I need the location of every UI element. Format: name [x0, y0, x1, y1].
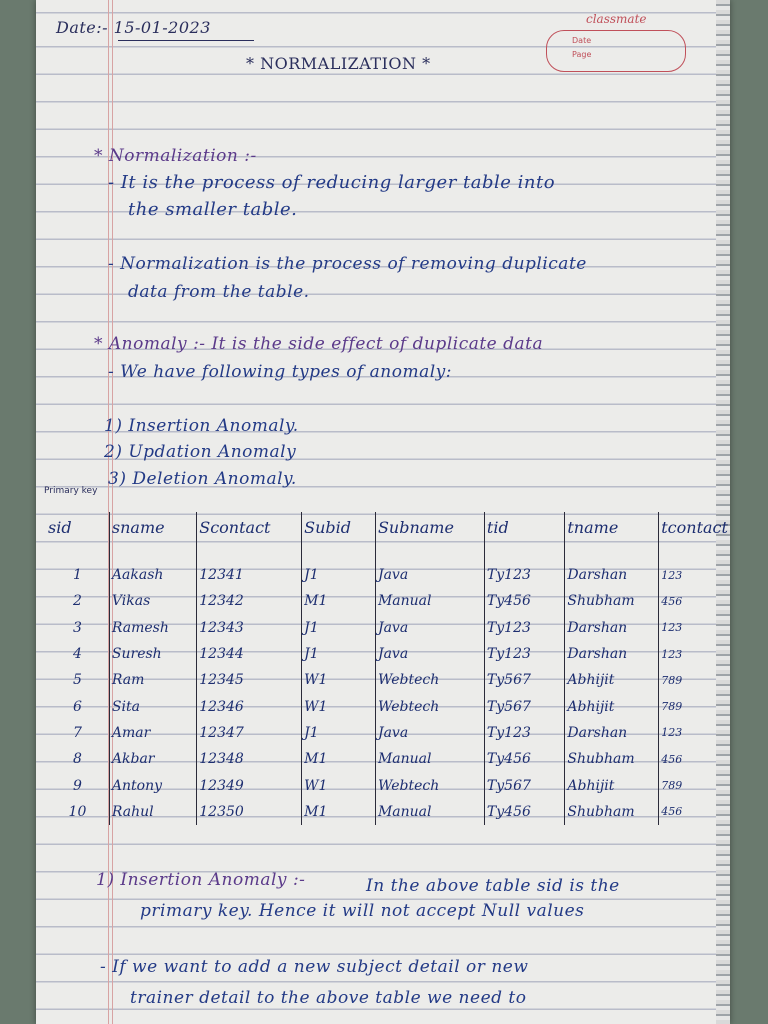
table-cell: Amar	[109, 720, 196, 746]
table-cell: Java	[375, 615, 484, 641]
table-cell: Ty456	[484, 799, 564, 825]
insertion-anomaly-heading: 1) Insertion Anomaly :-	[96, 870, 306, 890]
data-table	[46, 512, 730, 825]
brand-date-label: Date	[572, 36, 592, 45]
table-cell: Akbar	[109, 746, 196, 772]
date-text: Date:- 15-01-2023	[56, 18, 211, 37]
table-cell: Shubham	[565, 746, 659, 772]
table-cell: J1	[302, 562, 376, 588]
table-cell: 2	[72, 593, 82, 610]
definition-line: - Normalization is the process of removing duplicate	[108, 254, 587, 274]
table-cell: 789	[659, 667, 730, 693]
definition-line: data from the table.	[128, 282, 310, 302]
table-cell: Ty123	[484, 615, 564, 641]
table-cell: Manual	[375, 588, 484, 614]
table-cell: 4	[72, 646, 82, 663]
table-cell: Manual	[375, 746, 484, 772]
table-cell: 12346	[197, 693, 302, 719]
table-cell: Ty456	[484, 588, 564, 614]
table-cell: Java	[375, 720, 484, 746]
table-cell: 123	[659, 615, 730, 641]
table-cell: Abhijit	[565, 772, 659, 798]
table-spacer	[46, 542, 730, 562]
notebook-page	[36, 0, 730, 1024]
definition-line: - It is the process of reducing larger table into	[108, 172, 556, 193]
table-cell: Darshan	[565, 641, 659, 667]
table-cell: 12343	[197, 615, 302, 641]
anomaly-intro: - We have following types of anomaly:	[108, 362, 452, 382]
table-cell: J1	[302, 720, 376, 746]
table-cell: 12349	[197, 772, 302, 798]
table-cell: 12344	[197, 641, 302, 667]
table-cell: Darshan	[565, 720, 659, 746]
page-title: * NORMALIZATION *	[246, 54, 431, 73]
table-cell: 10	[68, 803, 87, 820]
table-cell: 123	[659, 562, 730, 588]
table-cell: 456	[659, 746, 730, 772]
insertion-text: In the above table sid is the	[366, 876, 620, 896]
table-row	[46, 720, 730, 746]
table-cell: Ty123	[484, 720, 564, 746]
table-cell: Webtech	[375, 693, 484, 719]
table-cell: Suresh	[109, 641, 196, 667]
table-cell: Ramesh	[109, 615, 196, 641]
table-row	[46, 615, 730, 641]
definition-line: the smaller table.	[128, 199, 298, 220]
table-row	[46, 746, 730, 772]
primary-key-note: Primary key	[44, 486, 98, 496]
brand-box	[546, 30, 686, 72]
table-cell: Ty123	[484, 562, 564, 588]
table-cell: W1	[302, 772, 376, 798]
date-underline	[118, 40, 254, 41]
table-cell: Ram	[109, 667, 196, 693]
table-cell: 123	[659, 641, 730, 667]
table-cell: 12341	[197, 562, 302, 588]
insertion-text: primary key. Hence it will not accept Null values	[140, 901, 585, 921]
column-header: tid	[484, 512, 564, 542]
table-cell: Darshan	[565, 615, 659, 641]
table-cell: 7	[72, 724, 82, 741]
table-cell: 12348	[197, 746, 302, 772]
table-cell: Java	[375, 562, 484, 588]
column-header: tcontact	[659, 512, 730, 542]
table-cell: J1	[302, 641, 376, 667]
table-cell: Antony	[109, 772, 196, 798]
table-cell: Manual	[375, 799, 484, 825]
anomaly-type-item: 1) Insertion Anomaly.	[104, 416, 299, 436]
table-cell: Sita	[109, 693, 196, 719]
anomaly-heading: * Anomaly :- It is the side effect of duplicate data	[94, 334, 544, 354]
insertion-text: trainer detail to the above table we need to	[130, 988, 527, 1008]
table-cell: 12342	[197, 588, 302, 614]
table-row	[46, 641, 730, 667]
table-cell: 123	[659, 720, 730, 746]
table-cell: 789	[659, 772, 730, 798]
table-cell: Ty567	[484, 667, 564, 693]
table-cell: Ty456	[484, 746, 564, 772]
table-row	[46, 799, 730, 825]
table-cell: M1	[302, 588, 376, 614]
table-cell: Ty567	[484, 772, 564, 798]
table-cell: 456	[659, 799, 730, 825]
classmate-brand-stamp	[542, 10, 692, 72]
table-cell: 3	[72, 619, 82, 636]
column-header: Subid	[302, 512, 376, 542]
anomaly-type-item: 3) Deletion Anomaly.	[108, 469, 297, 489]
table-cell: Shubham	[565, 799, 659, 825]
table-cell: 12350	[197, 799, 302, 825]
table-cell: Darshan	[565, 562, 659, 588]
table-cell: J1	[302, 615, 376, 641]
table-cell: 456	[659, 588, 730, 614]
table-header-row	[46, 512, 730, 542]
table-cell: W1	[302, 693, 376, 719]
table-row	[46, 562, 730, 588]
table-cell: Webtech	[375, 667, 484, 693]
table-cell: 5	[72, 672, 82, 689]
table-cell: Vikas	[109, 588, 196, 614]
table-cell: Aakash	[109, 562, 196, 588]
column-header: Scontact	[197, 512, 302, 542]
table-row	[46, 772, 730, 798]
insertion-text: - If we want to add a new subject detail or new	[100, 957, 529, 977]
table-cell: Abhijit	[565, 667, 659, 693]
table-cell: Rahul	[109, 799, 196, 825]
table-cell: 9	[72, 777, 82, 794]
table-cell: M1	[302, 799, 376, 825]
table-cell: 789	[659, 693, 730, 719]
table-cell: W1	[302, 667, 376, 693]
table-row	[46, 693, 730, 719]
table-cell: Ty567	[484, 693, 564, 719]
table-cell: Java	[375, 641, 484, 667]
table-cell: 8	[72, 751, 82, 768]
table-cell: Abhijit	[565, 693, 659, 719]
column-header: sname	[109, 512, 196, 542]
brand-page-label: Page	[572, 50, 592, 59]
column-header: sid	[48, 517, 72, 537]
table-cell: M1	[302, 746, 376, 772]
column-header: tname	[565, 512, 659, 542]
table-cell: Shubham	[565, 588, 659, 614]
normalization-heading: * Normalization :-	[94, 146, 257, 166]
table-cell: 6	[72, 698, 82, 715]
table-cell: 12345	[197, 667, 302, 693]
column-header: Subname	[375, 512, 484, 542]
anomaly-type-item: 2) Updation Anomaly	[104, 442, 297, 462]
table-cell: 12347	[197, 720, 302, 746]
table-cell: Webtech	[375, 772, 484, 798]
table-cell: Ty123	[484, 641, 564, 667]
brand-name: classmate	[586, 12, 647, 26]
table-cell: 1	[72, 567, 82, 584]
table-row	[46, 588, 730, 614]
table-row	[46, 667, 730, 693]
